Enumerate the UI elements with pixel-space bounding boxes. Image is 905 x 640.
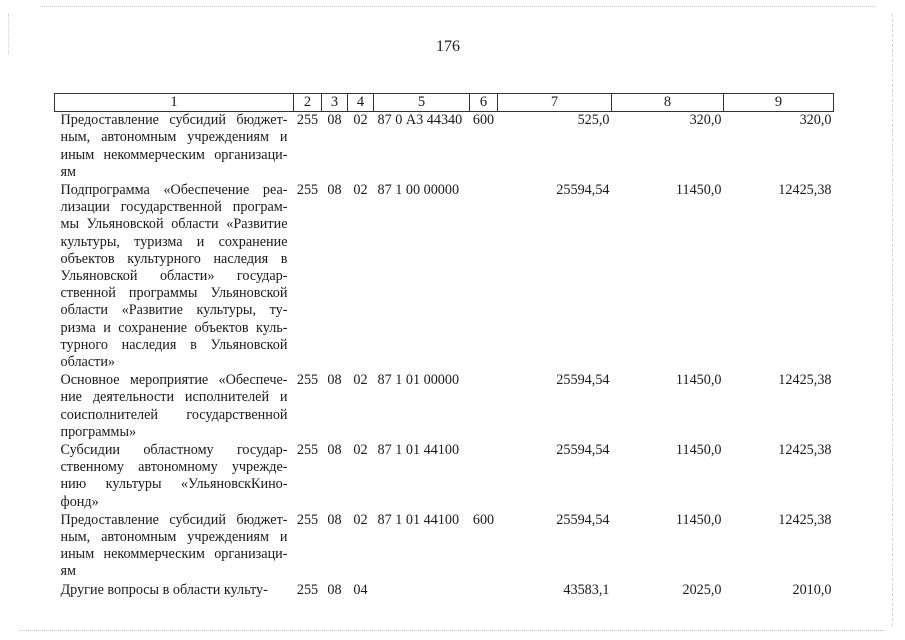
row-code-subsection: 02: [353, 442, 368, 459]
row-description: Другие вопросы в области культу-: [60, 581, 268, 598]
row-code-target: 87 1 01 44100: [377, 442, 460, 459]
table-row: [55, 112, 834, 182]
row-code-section: 08: [327, 442, 342, 459]
row-code-subsection: 02: [353, 112, 368, 129]
row-code-target: [374, 582, 470, 600]
scan-edge-bottom: [20, 630, 885, 631]
row-code-section: 08: [327, 182, 342, 199]
table-row: [55, 372, 834, 442]
row-code-expense-type: [470, 582, 498, 600]
row-value-col9: 12425,38: [778, 182, 832, 199]
row-value-col9: 12425,38: [778, 511, 832, 528]
table-header-row: [55, 94, 834, 112]
row-value-col7: 525,0: [577, 112, 610, 129]
row-code-expense-type: 600: [472, 511, 495, 528]
row-code-section: 08: [327, 581, 342, 598]
row-value-col7: 25594,54: [556, 372, 610, 389]
row-code-target: 87 0 А3 44340: [377, 112, 463, 129]
row-value-col7: 25594,54: [556, 182, 610, 199]
row-code-target: 87 1 01 00000: [377, 372, 460, 389]
header-col-3: 3: [322, 94, 348, 112]
header-col-6: 6: [470, 94, 498, 112]
row-value-col8: 2025,0: [682, 581, 722, 598]
table-row: [55, 582, 834, 600]
header-col-2: 2: [294, 94, 322, 112]
header-col-5: 5: [374, 94, 470, 112]
row-code-section: 08: [327, 112, 342, 129]
page-number: 176: [436, 38, 460, 55]
row-value-col7: 25594,54: [556, 511, 610, 528]
scan-edge-right: [892, 14, 893, 626]
scan-edge-top: [40, 6, 875, 7]
row-code-ministry: 255: [296, 442, 319, 459]
row-code-expense-type: 600: [472, 112, 495, 129]
row-value-col8: 11450,0: [675, 372, 722, 389]
row-value-col9: 12425,38: [778, 372, 832, 389]
row-code-ministry: 255: [296, 511, 319, 528]
row-value-col8: 320,0: [689, 112, 722, 129]
header-col-4: 4: [348, 94, 374, 112]
row-code-ministry: 255: [296, 372, 319, 389]
header-col-9: 9: [724, 94, 834, 112]
row-code-section: 08: [327, 511, 342, 528]
row-value-col9: 12425,38: [778, 442, 832, 459]
row-code-target: 87 1 00 00000: [377, 182, 460, 199]
table-row: [55, 512, 834, 582]
row-description: Субсидии областному государ-ственному автономному учрежде-нию культуры «УльяновскКино-фонд»: [60, 442, 288, 510]
row-code-subsection: 02: [353, 182, 368, 199]
row-description: Предоставление субсидий бюджет-ным, автономным учреждениям и иным некоммерческим организаци-ям: [60, 511, 288, 580]
row-value-col8: 11450,0: [675, 182, 722, 199]
row-code-subsection: 02: [353, 372, 368, 389]
header-col-8: 8: [612, 94, 724, 112]
table-row: [55, 182, 834, 372]
row-code-expense-type: [470, 442, 498, 512]
header-col-1: 1: [55, 94, 294, 112]
budget-table: [54, 93, 834, 600]
row-description: Основное мероприятие «Обеспече-ние деятельности исполнителей и соисполнителей государственной программы»: [60, 372, 288, 440]
header-col-7: 7: [498, 94, 612, 112]
row-value-col7: 25594,54: [556, 442, 610, 459]
row-value-col9: 2010,0: [792, 581, 832, 598]
row-code-subsection: 02: [353, 511, 368, 528]
row-code-ministry: 255: [296, 112, 319, 129]
row-code-expense-type: [470, 182, 498, 372]
row-description: Предоставление субсидий бюджет-ным, автономным учреждениям и иным некоммерческим организаци-ям: [60, 112, 288, 180]
row-code-section: 08: [327, 372, 342, 389]
row-value-col9: 320,0: [799, 112, 832, 129]
row-description: Подпрограмма «Обеспечение реа-лизации государственной програм-мы Ульяновской области «Развитие культуры, туризма и сохранение объектов культурного наследия в Ульяновской области» государ-ственной программы Ульяновской области «Развитие культуры, ту-ризма и сохранение объектов куль-турного наследия в Ульяновской области»: [60, 182, 288, 371]
row-code-target: 87 1 01 44100: [377, 511, 460, 528]
table-row: [55, 442, 834, 512]
row-code-ministry: 255: [296, 581, 319, 598]
row-value-col8: 11450,0: [675, 511, 722, 528]
row-code-expense-type: [470, 372, 498, 442]
row-value-col8: 11450,0: [675, 442, 722, 459]
row-code-ministry: 255: [296, 182, 319, 199]
row-code-subsection: 04: [353, 581, 368, 598]
row-value-col7: 43583,1: [563, 581, 610, 598]
